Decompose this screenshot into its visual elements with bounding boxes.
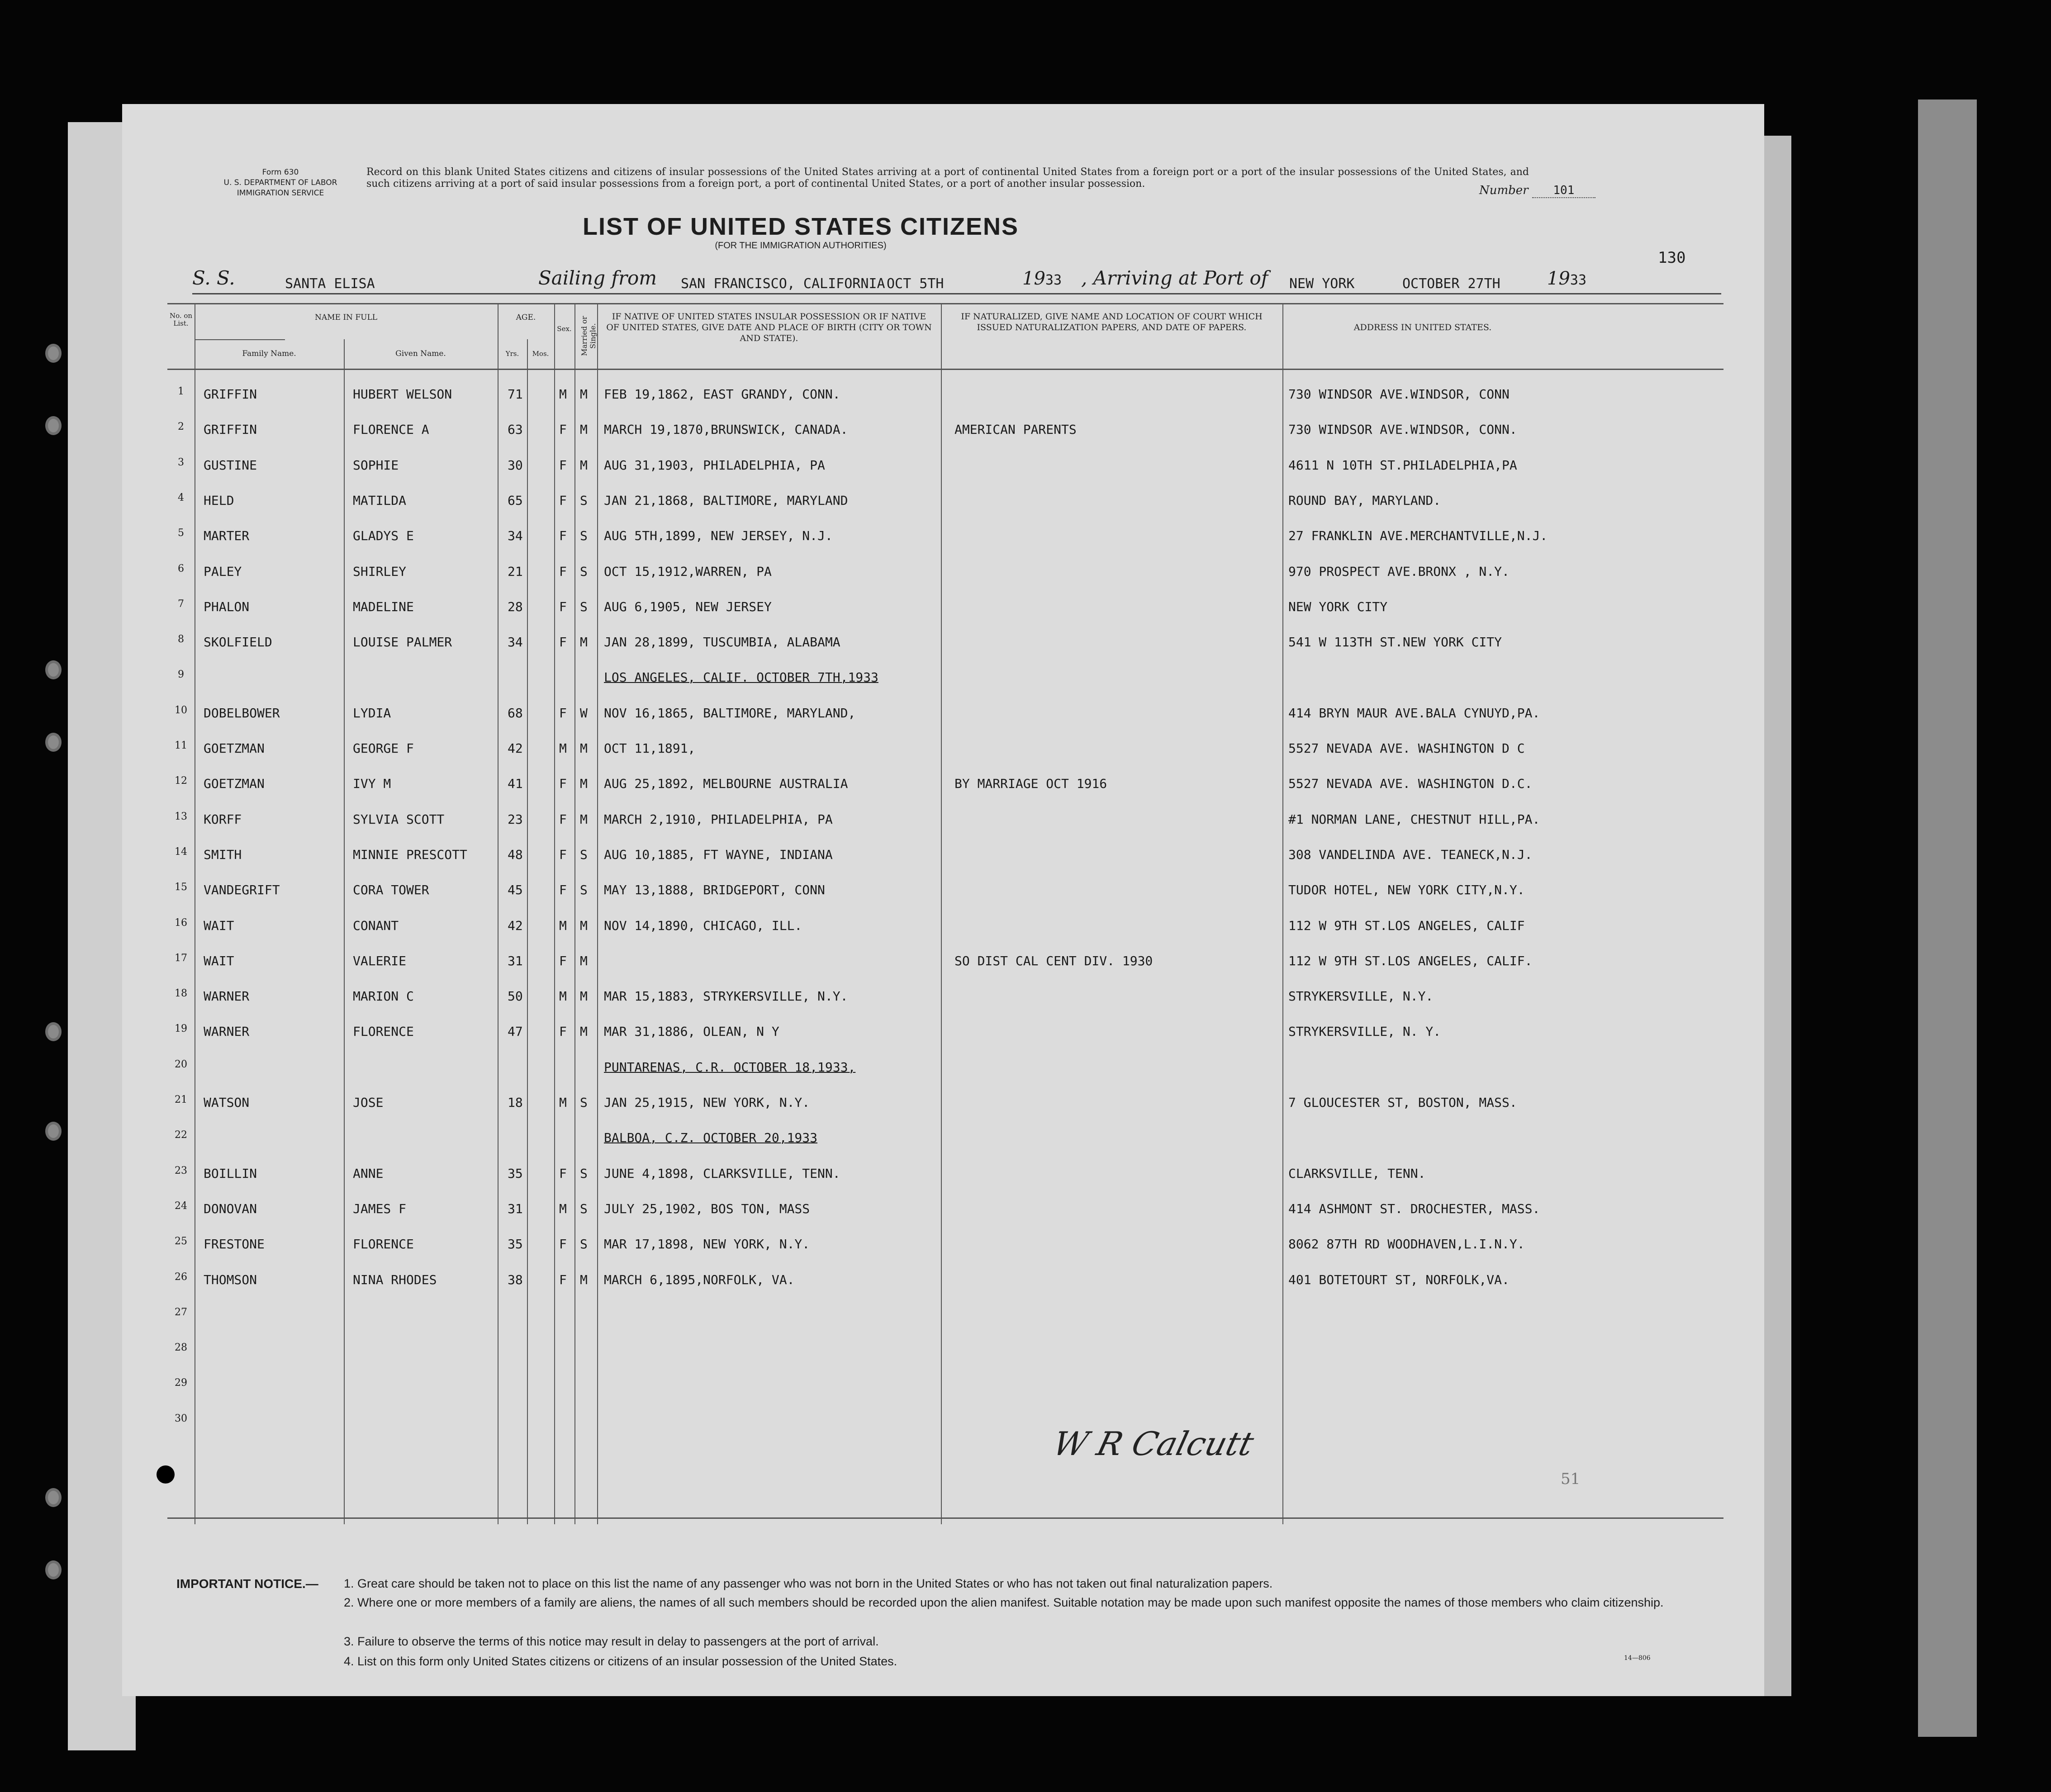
cell-ms: M xyxy=(580,422,588,437)
cell-birth: NOV 16,1865, BALTIMORE, MARYLAND, xyxy=(604,705,856,721)
table-row xyxy=(167,656,1723,692)
cell-given: GEORGE F xyxy=(353,741,414,756)
cell-no: 11 xyxy=(175,740,187,751)
table-row xyxy=(167,621,1723,657)
cell-birth: LOS ANGELES, CALIF. OCTOBER 7TH,1933 xyxy=(604,670,878,685)
cell-yrs: 63 xyxy=(508,422,523,437)
voyage-rule xyxy=(192,293,1721,294)
cell-birth: OCT 11,1891, xyxy=(604,741,696,756)
page-subtitle: (FOR THE IMMIGRATION AUTHORITIES) xyxy=(715,241,887,251)
cell-nat: BY MARRIAGE OCT 1916 xyxy=(954,776,1107,792)
cell-sex: M xyxy=(559,1201,567,1216)
binder-hole xyxy=(45,1488,62,1507)
cell-yrs: 42 xyxy=(508,741,523,756)
cell-given: FLORENCE xyxy=(353,1237,414,1252)
arrival-date xyxy=(1402,270,1500,293)
cell-family: THOMSON xyxy=(204,1272,257,1287)
arrival-year-suffix: 33 xyxy=(1570,272,1587,288)
cell-birth: AUG 5TH,1899, NEW JERSEY, N.J. xyxy=(604,528,833,544)
cell-given: CORA TOWER xyxy=(353,882,429,898)
cell-no: 24 xyxy=(175,1200,187,1212)
cell-family: VANDEGRIFT xyxy=(204,882,280,898)
cell-yrs: 18 xyxy=(508,1095,523,1110)
cell-addr: 5527 NEVADA AVE. WASHINGTON D.C. xyxy=(1288,776,1533,792)
cell-family: BOILLIN xyxy=(204,1166,257,1181)
table-row xyxy=(167,1152,1723,1189)
cell-no: 21 xyxy=(175,1094,187,1105)
cell-addr: #1 NORMAN LANE, CHESTNUT HILL,PA. xyxy=(1288,811,1540,827)
table-row xyxy=(167,834,1723,870)
cell-given: MARION C xyxy=(353,989,414,1004)
header-address: ADDRESS IN UNITED STATES. xyxy=(1353,322,1492,332)
cell-sex: F xyxy=(559,811,567,827)
table-row xyxy=(167,1188,1723,1224)
cell-given: MATILDA xyxy=(353,493,407,508)
cell-no: 8 xyxy=(178,634,184,645)
cell-sex: M xyxy=(559,918,567,933)
cell-nat: AMERICAN PARENTS xyxy=(954,422,1077,437)
cell-ms: S xyxy=(580,847,588,862)
cell-ms: M xyxy=(580,1272,588,1287)
table-row xyxy=(167,727,1723,763)
cell-addr: NEW YORK CITY xyxy=(1288,599,1388,614)
cell-family: MARTER xyxy=(204,528,250,544)
from-port-text: SAN FRANCISCO, CALIFORNIA xyxy=(681,276,885,292)
notice-item-1: 1. Great care should be taken not to place on this list the name of any passenger who was not born in the United States or who has not taken out final naturalization papers. xyxy=(344,1577,1273,1590)
cell-yrs: 34 xyxy=(508,635,523,650)
cell-ms: S xyxy=(580,528,588,544)
list-number xyxy=(1479,184,1595,198)
cell-sex: M xyxy=(559,1095,567,1110)
cell-ms: M xyxy=(580,457,588,473)
cell-no: 10 xyxy=(175,704,187,716)
cell-yrs: 34 xyxy=(508,528,523,544)
binder-hole xyxy=(45,660,62,679)
cell-yrs: 23 xyxy=(508,811,523,827)
binder-hole xyxy=(45,1122,62,1141)
cell-addr: 8062 87TH RD WOODHAVEN,L.I.N.Y. xyxy=(1288,1237,1525,1252)
cell-birth: MAR 15,1883, STRYKERSVILLE, N.Y. xyxy=(604,989,848,1004)
binder-hole xyxy=(45,1560,62,1579)
cell-addr: 730 WINDSOR AVE.WINDSOR, CONN xyxy=(1288,387,1510,402)
table-row xyxy=(167,1223,1723,1259)
cell-yrs: 42 xyxy=(508,918,523,933)
cell-given: GLADYS E xyxy=(353,528,414,544)
arrival-port xyxy=(1289,270,1355,293)
arrival-port-text: NEW YORK xyxy=(1289,276,1355,292)
cell-given: LOUISE PALMER xyxy=(353,635,452,650)
ship-name-text: SANTA ELISA xyxy=(285,276,375,292)
table-row xyxy=(167,1046,1723,1082)
cell-given: SHIRLEY xyxy=(353,564,407,579)
cell-no: 28 xyxy=(175,1342,187,1354)
cell-family: KORFF xyxy=(204,811,242,827)
cell-birth: MARCH 19,1870,BRUNSWICK, CANADA. xyxy=(604,422,848,437)
officer-signature: W R Calcutt xyxy=(1049,1425,1258,1463)
sailing-label: Sailing from xyxy=(538,267,657,289)
cell-no: 1 xyxy=(178,386,184,397)
service-text: IMMIGRATION SERVICE xyxy=(237,189,324,198)
cell-ms: M xyxy=(580,741,588,756)
table-row xyxy=(167,586,1723,622)
table-row xyxy=(167,1259,1723,1295)
header-naturalized: IF NATURALIZED, GIVE NAME AND LOCATION OF COURT WHICH ISSUED NATURALIZATION PAPERS, AND DATE OF PAPERS. xyxy=(961,312,1263,332)
cell-ms: M xyxy=(580,989,588,1004)
cell-yrs: 71 xyxy=(508,387,523,402)
cell-family: HELD xyxy=(204,493,234,508)
cell-no: 19 xyxy=(175,1023,187,1035)
subheader-rule xyxy=(195,339,285,340)
binder-hole xyxy=(45,416,62,435)
cell-ms: M xyxy=(580,776,588,792)
cell-family: DONOVAN xyxy=(204,1201,257,1216)
cell-ms: S xyxy=(580,493,588,508)
cell-birth: BALBOA, C.Z. OCTOBER 20,1933 xyxy=(604,1130,818,1146)
table-row xyxy=(167,763,1723,799)
table-row xyxy=(167,373,1723,409)
cell-addr: ROUND BAY, MARYLAND. xyxy=(1288,493,1441,508)
ship-name xyxy=(285,270,375,293)
cell-no: 4 xyxy=(178,492,184,503)
cell-birth: AUG 6,1905, NEW JERSEY xyxy=(604,599,772,614)
cell-sex: F xyxy=(559,882,567,898)
page-number: 51 xyxy=(1561,1470,1581,1488)
scan-edge-far-right xyxy=(1918,100,1977,1737)
cell-yrs: 41 xyxy=(508,776,523,792)
cell-family: WAIT xyxy=(204,918,234,933)
table-row xyxy=(167,444,1723,480)
cell-birth: JUNE 4,1898, CLARKSVILLE, TENN. xyxy=(604,1166,840,1181)
cell-birth: AUG 10,1885, FT WAYNE, INDIANA xyxy=(604,847,833,862)
cell-yrs: 35 xyxy=(508,1166,523,1181)
cell-sex: M xyxy=(559,387,567,402)
cell-addr: 541 W 113TH ST.NEW YORK CITY xyxy=(1288,635,1502,650)
cell-given: FLORENCE A xyxy=(353,422,429,437)
cell-family: GRIFFIN xyxy=(204,422,257,437)
cell-birth: MARCH 6,1895,NORFOLK, VA. xyxy=(604,1272,795,1287)
cell-no: 18 xyxy=(175,988,187,1000)
cell-birth: MAY 13,1888, BRIDGEPORT, CONN xyxy=(604,882,825,898)
cell-yrs: 38 xyxy=(508,1272,523,1287)
binder-hole xyxy=(45,1022,62,1041)
header-family-name: Family Name. xyxy=(242,349,296,358)
cell-birth: NOV 14,1890, CHICAGO, ILL. xyxy=(604,918,802,933)
cell-given: HUBERT WELSON xyxy=(353,387,452,402)
cell-addr: STRYKERSVILLE, N. Y. xyxy=(1288,1024,1441,1039)
page-title: LIST OF UNITED STATES CITIZENS xyxy=(583,213,1019,240)
cell-sex: F xyxy=(559,705,567,721)
header-birth: IF NATIVE OF UNITED STATES INSULAR POSSESSION OR IF NATIVE OF UNITED STATES, GIVE DATE AND PLACE OF BIRTH (CITY OR TOWN AND STATE). xyxy=(606,312,932,343)
table-row xyxy=(167,1010,1723,1047)
cell-sex: F xyxy=(559,635,567,650)
cell-given: JOSE xyxy=(353,1095,384,1110)
table-row xyxy=(167,1117,1723,1153)
arriving-label: , Arriving at Port of xyxy=(1081,267,1268,289)
cell-addr: 414 ASHMONT ST. DROCHESTER, MASS. xyxy=(1288,1201,1540,1216)
header-sex: Sex. xyxy=(557,325,572,333)
table-row xyxy=(167,798,1723,834)
notice-lead: IMPORTANT NOTICE.— xyxy=(176,1577,318,1591)
cell-family: WARNER xyxy=(204,1024,250,1039)
cell-sex: M xyxy=(559,989,567,1004)
cell-sex: F xyxy=(559,1024,567,1039)
binder-hole xyxy=(45,344,62,363)
cell-yrs: 65 xyxy=(508,493,523,508)
cell-yrs: 30 xyxy=(508,457,523,473)
cell-no: 25 xyxy=(175,1236,187,1247)
cell-birth: MAR 31,1886, OLEAN, N Y xyxy=(604,1024,779,1039)
cell-addr: 730 WINDSOR AVE.WINDSOR, CONN. xyxy=(1288,422,1517,437)
arrival-year-prefix: 19 xyxy=(1547,268,1570,289)
cell-yrs: 31 xyxy=(508,953,523,968)
cell-sex: F xyxy=(559,1166,567,1181)
cell-yrs: 47 xyxy=(508,1024,523,1039)
cell-ms: M xyxy=(580,953,588,968)
table-row xyxy=(167,1329,1723,1365)
cell-no: 30 xyxy=(175,1413,187,1424)
cell-ms: S xyxy=(580,599,588,614)
table-row xyxy=(167,1365,1723,1401)
cell-given: SYLVIA SCOTT xyxy=(353,811,445,827)
cell-given: MINNIE PRESCOTT xyxy=(353,847,467,862)
cell-family: SMITH xyxy=(204,847,242,862)
cell-sex: F xyxy=(559,528,567,544)
cell-birth: MAR 17,1898, NEW YORK, N.Y. xyxy=(604,1237,810,1252)
cell-birth: JAN 25,1915, NEW YORK, N.Y. xyxy=(604,1095,810,1110)
instructions: Record on this blank United States citizens and citizens of insular possessions of the United States arriving at a port of continental United States from a foreign port or a port of the insular possessions of the United States, and such citizens arriving at a port of said insular possessions from a foreign port, a port of continental United States, or a port of another insular possession. xyxy=(366,166,1529,190)
arrival-year xyxy=(1547,267,1586,289)
cell-family: GRIFFIN xyxy=(204,387,257,402)
table-row xyxy=(167,408,1723,445)
sail-year-prefix: 19 xyxy=(1022,268,1045,289)
cell-given: NINA RHODES xyxy=(353,1272,437,1287)
cell-family: GOETZMAN xyxy=(204,776,265,792)
number-label: Number xyxy=(1479,184,1529,197)
cell-sex: F xyxy=(559,599,567,614)
cell-no: 2 xyxy=(178,421,184,433)
cell-no: 7 xyxy=(178,598,184,610)
header-married-single: Married or Single. xyxy=(580,316,597,356)
cell-birth: JAN 21,1868, BALTIMORE, MARYLAND xyxy=(604,493,848,508)
cell-ms: S xyxy=(580,1095,588,1110)
table-row xyxy=(167,975,1723,1011)
cell-birth: FEB 19,1862, EAST GRANDY, CONN. xyxy=(604,387,840,402)
cell-yrs: 21 xyxy=(508,564,523,579)
cell-sex: F xyxy=(559,564,567,579)
cell-family: SKOLFIELD xyxy=(204,635,272,650)
cell-ms: M xyxy=(580,811,588,827)
cell-nat: SO DIST CAL CENT DIV. 1930 xyxy=(954,953,1153,968)
cell-sex: F xyxy=(559,1272,567,1287)
cell-ms: S xyxy=(580,1237,588,1252)
cell-addr: STRYKERSVILLE, N.Y. xyxy=(1288,989,1434,1004)
sail-date-text: OCT 5TH xyxy=(887,276,944,292)
cell-no: 26 xyxy=(175,1271,187,1283)
sail-year xyxy=(1022,267,1062,289)
cell-family: GOETZMAN xyxy=(204,741,265,756)
table-row xyxy=(167,515,1723,551)
cell-family: PALEY xyxy=(204,564,242,579)
cell-ms: S xyxy=(580,564,588,579)
cell-addr: 7 GLOUCESTER ST, BOSTON, MASS. xyxy=(1288,1095,1517,1110)
cell-addr: 4611 N 10TH ST.PHILADELPHIA,PA xyxy=(1288,457,1517,473)
cell-birth: AUG 31,1903, PHILADELPHIA, PA xyxy=(604,457,825,473)
cell-given: MADELINE xyxy=(353,599,414,614)
cell-no: 16 xyxy=(175,917,187,929)
notice-item-3: 3. Failure to observe the terms of this notice may result in delay to passengers at the port of arrival. xyxy=(344,1635,879,1648)
header-age: AGE. xyxy=(516,313,536,322)
header-name-in-full: NAME IN FULL xyxy=(314,313,378,322)
cell-given: FLORENCE xyxy=(353,1024,414,1039)
form-number xyxy=(204,167,357,199)
table-bottom-rule xyxy=(167,1517,1723,1519)
ss-label: S. S. xyxy=(192,267,235,289)
cell-no: 5 xyxy=(178,527,184,539)
cell-addr: CLARKSVILLE, TENN. xyxy=(1288,1166,1426,1181)
cell-addr: 970 PROSPECT AVE.BRONX , N.Y. xyxy=(1288,564,1510,579)
cell-ms: S xyxy=(580,1166,588,1181)
notice-item-2: 2. Where one or more members of a family are aliens, the names of all such members should be recorded upon the alien manifest. Suitable notation may be made upon such manifest opposite the names of those members who claim citizenship. xyxy=(344,1596,1664,1609)
cell-sex: F xyxy=(559,776,567,792)
cell-sex: F xyxy=(559,953,567,968)
department-text: U. S. DEPARTMENT OF LABOR xyxy=(223,178,337,187)
cell-no: 12 xyxy=(175,775,187,787)
cell-yrs: 68 xyxy=(508,705,523,721)
cell-addr: 414 BRYN MAUR AVE.BALA CYNUYD,PA. xyxy=(1288,705,1540,721)
cell-sex: F xyxy=(559,493,567,508)
table-row xyxy=(167,905,1723,941)
cell-sex: F xyxy=(559,457,567,473)
binder-hole xyxy=(45,733,62,752)
cell-ms: S xyxy=(580,882,588,898)
table-row xyxy=(167,1294,1723,1330)
cell-no: 3 xyxy=(178,456,184,468)
cell-ms: S xyxy=(580,1201,588,1216)
table-row xyxy=(167,1400,1723,1436)
cell-given: IVY M xyxy=(353,776,391,792)
arrival-date-text: OCTOBER 27TH xyxy=(1402,276,1500,292)
table-row xyxy=(167,1081,1723,1118)
cell-sex: M xyxy=(559,741,567,756)
sail-year-suffix: 33 xyxy=(1045,272,1062,288)
cell-addr: 112 W 9TH ST.LOS ANGELES, CALIF. xyxy=(1288,953,1533,968)
corner-number: 130 xyxy=(1658,249,1686,267)
cell-family: PHALON xyxy=(204,599,250,614)
form-number-text: Form 630 xyxy=(262,168,299,177)
cell-given: SOPHIE xyxy=(353,457,399,473)
header-bottom-rule xyxy=(167,369,1723,370)
cell-family: FRESTONE xyxy=(204,1237,265,1252)
cell-yrs: 48 xyxy=(508,847,523,862)
cell-birth: AUG 25,1892, MELBOURNE AUSTRALIA xyxy=(604,776,848,792)
cell-given: CONANT xyxy=(353,918,399,933)
cell-ms: M xyxy=(580,387,588,402)
cell-sex: F xyxy=(559,1237,567,1252)
cell-birth: PUNTARENAS, C.R. OCTOBER 18,1933, xyxy=(604,1059,856,1075)
table-top-rule xyxy=(167,303,1723,304)
cell-no: 29 xyxy=(175,1377,187,1389)
cell-family: WARNER xyxy=(204,989,250,1004)
passenger-table xyxy=(167,303,1723,1524)
cell-ms: M xyxy=(580,918,588,933)
table-row xyxy=(167,869,1723,905)
cell-no: 14 xyxy=(175,846,187,858)
cell-family: WAIT xyxy=(204,953,234,968)
cell-addr: 401 BOTETOURT ST, NORFOLK,VA. xyxy=(1288,1272,1510,1287)
cell-no: 9 xyxy=(178,669,184,681)
cell-yrs: 31 xyxy=(508,1201,523,1216)
cell-birth: JULY 25,1902, BOS TON, MASS xyxy=(604,1201,810,1216)
cell-addr: 5527 NEVADA AVE. WASHINGTON D C xyxy=(1288,741,1525,756)
cell-ms: W xyxy=(580,705,588,721)
header-no-on-list: No. on List. xyxy=(169,312,193,327)
cell-yrs: 50 xyxy=(508,989,523,1004)
cell-sex: F xyxy=(559,422,567,437)
cell-yrs: 28 xyxy=(508,599,523,614)
cell-given: ANNE xyxy=(353,1166,384,1181)
cell-given: JAMES F xyxy=(353,1201,407,1216)
cell-birth: MARCH 2,1910, PHILADELPHIA, PA xyxy=(604,811,833,827)
table-row xyxy=(167,940,1723,976)
cell-ms: M xyxy=(580,635,588,650)
cell-yrs: 45 xyxy=(508,882,523,898)
cell-no: 20 xyxy=(175,1058,187,1070)
number-value: 101 xyxy=(1532,184,1595,198)
cell-no: 17 xyxy=(175,952,187,964)
form-code: 14—806 xyxy=(1624,1655,1651,1662)
cell-no: 15 xyxy=(175,882,187,893)
cell-given: LYDIA xyxy=(353,705,391,721)
table-row xyxy=(167,479,1723,516)
cell-no: 22 xyxy=(175,1129,187,1141)
table-row xyxy=(167,692,1723,728)
cell-family: DOBELBOWER xyxy=(204,705,280,721)
cell-no: 13 xyxy=(175,811,187,822)
cell-addr: 112 W 9TH ST.LOS ANGELES, CALIF xyxy=(1288,918,1525,933)
cell-family: WATSON xyxy=(204,1095,250,1110)
cell-addr: TUDOR HOTEL, NEW YORK CITY,N.Y. xyxy=(1288,882,1525,898)
cell-sex: F xyxy=(559,847,567,862)
cell-no: 6 xyxy=(178,563,184,574)
from-port xyxy=(681,270,885,293)
header-mos: Mos. xyxy=(532,350,549,358)
cell-addr: 27 FRANKLIN AVE.MERCHANTVILLE,N.J. xyxy=(1288,528,1548,544)
table-row xyxy=(167,550,1723,587)
header-yrs: Yrs. xyxy=(505,350,519,358)
cell-ms: M xyxy=(580,1024,588,1039)
cell-birth: JAN 28,1899, TUSCUMBIA, ALABAMA xyxy=(604,635,840,650)
cell-birth: OCT 15,1912,WARREN, PA xyxy=(604,564,772,579)
header-given-name: Given Name. xyxy=(395,349,446,358)
cell-yrs: 35 xyxy=(508,1237,523,1252)
sail-date xyxy=(887,270,944,293)
manifest-sheet xyxy=(122,104,1764,1696)
notice-item-4: 4. List on this form only United States citizens or citizens of an insular possession of the United States. xyxy=(344,1655,897,1668)
cell-family: GUSTINE xyxy=(204,457,257,473)
cell-given: VALERIE xyxy=(353,953,407,968)
cell-no: 23 xyxy=(175,1165,187,1176)
cell-no: 27 xyxy=(175,1306,187,1318)
cell-addr: 308 VANDELINDA AVE. TEANECK,N.J. xyxy=(1288,847,1533,862)
